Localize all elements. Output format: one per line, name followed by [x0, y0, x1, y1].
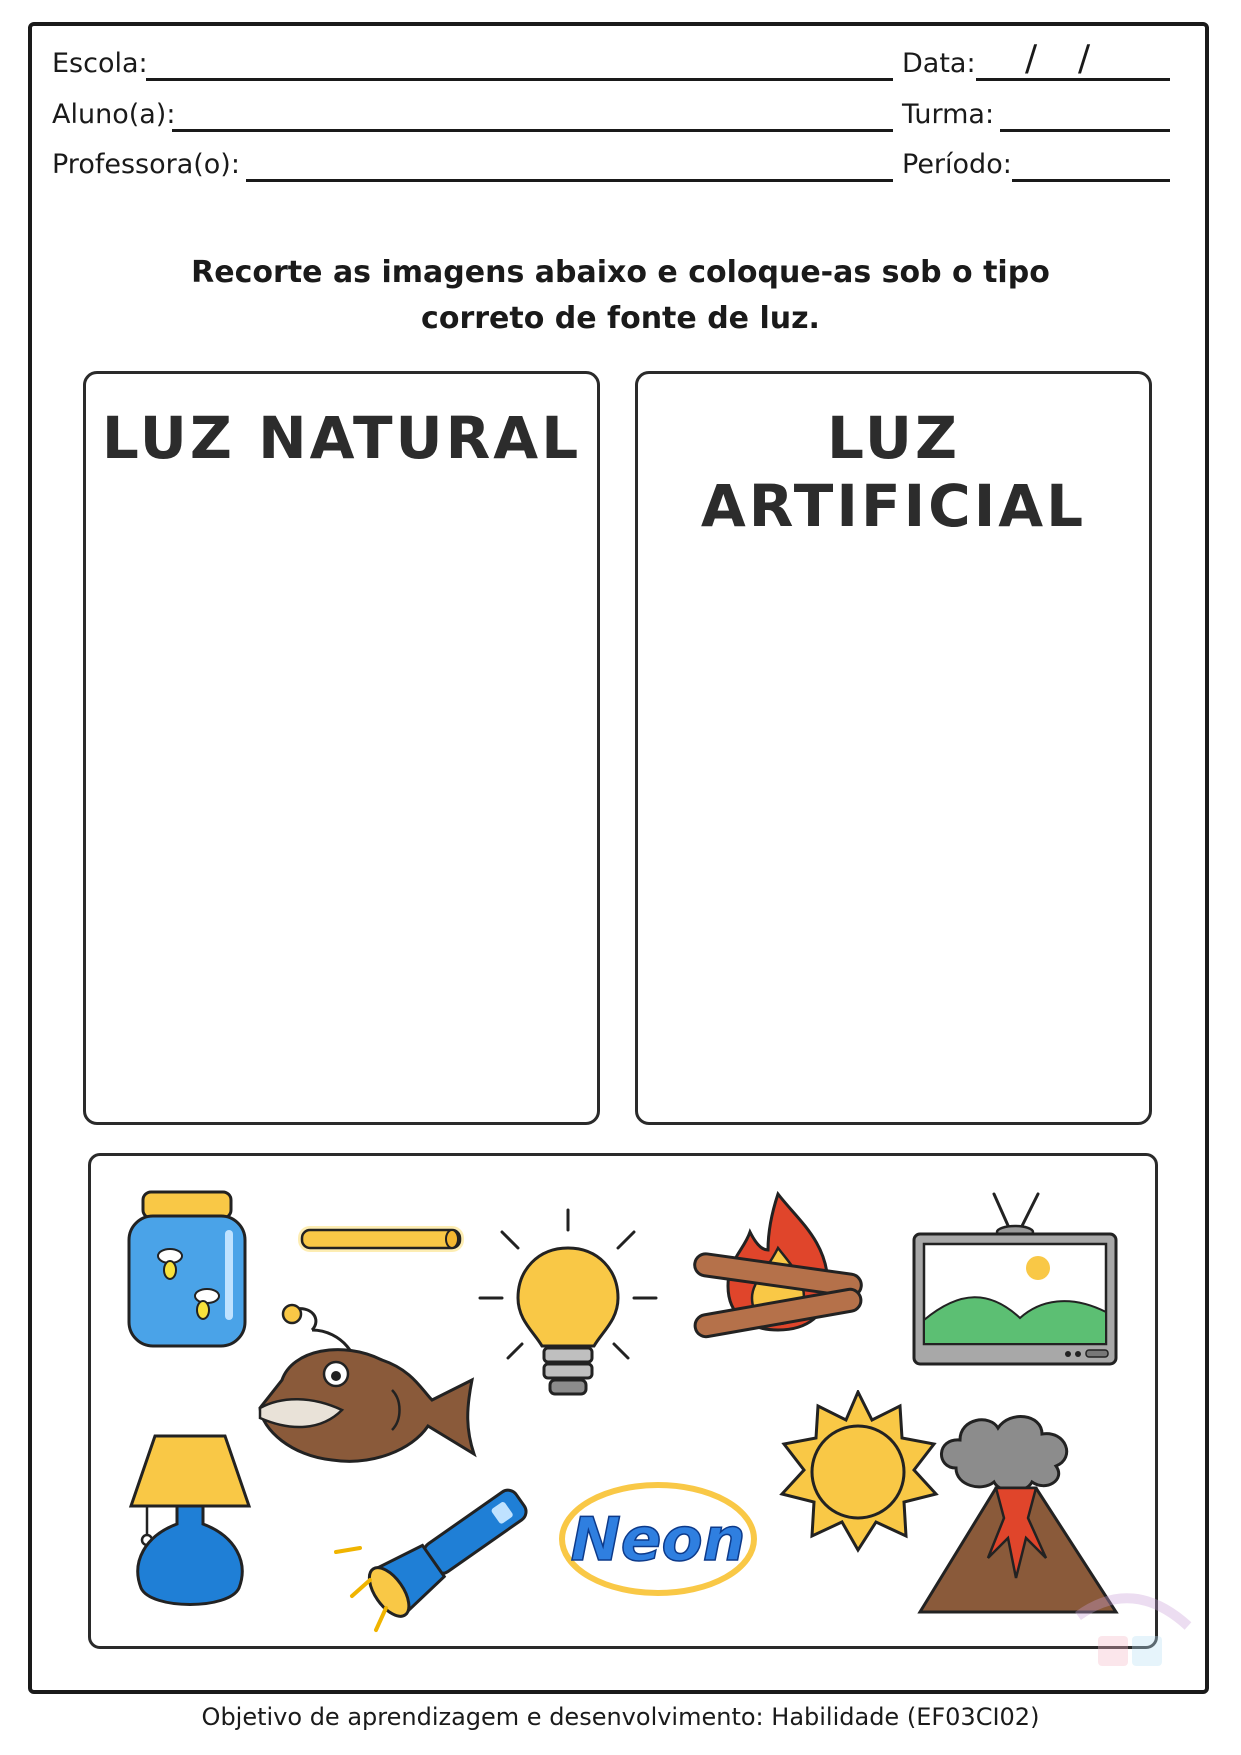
- light-bulb-icon[interactable]: [478, 1208, 658, 1408]
- lamp-icon[interactable]: [125, 1432, 255, 1617]
- professora-line[interactable]: [246, 179, 893, 182]
- data-slash: /: [1078, 38, 1091, 79]
- neon-sign-icon[interactable]: [556, 1478, 761, 1600]
- data-line[interactable]: [976, 78, 1170, 81]
- watermark-logo-icon: [1058, 1586, 1208, 1686]
- learning-objective-footer: Objetivo de aprendizagem e desenvolvimento: Habilidade (EF03CI02): [201, 1703, 1040, 1731]
- campfire-icon[interactable]: [688, 1190, 868, 1345]
- anglerfish-icon[interactable]: [252, 1300, 482, 1470]
- turma-line[interactable]: [1000, 129, 1170, 132]
- periodo-line[interactable]: [1012, 179, 1170, 182]
- instructions-line-1: Recorte as imagens abaixo e coloque-as sob o tipo: [191, 255, 1050, 290]
- escola-line[interactable]: [146, 78, 893, 81]
- television-icon[interactable]: [910, 1190, 1120, 1370]
- data-label: Data:: [902, 48, 976, 79]
- glow-stick-icon[interactable]: [296, 1222, 468, 1258]
- instructions-line-2: correto de fonte de luz.: [421, 301, 820, 336]
- aluno-label: Aluno(a):: [52, 99, 176, 130]
- neon-text: Neon: [570, 1505, 746, 1575]
- natural-light-title: LUZ NATURAL: [101, 404, 582, 472]
- instructions: [0, 250, 1241, 342]
- escola-label: Escola:: [52, 48, 148, 79]
- professora-label: Professora(o):: [52, 149, 240, 180]
- turma-label: Turma:: [902, 99, 995, 130]
- flashlight-icon[interactable]: [330, 1460, 550, 1660]
- artificial-light-title: LUZ ARTIFICIAL: [700, 404, 1087, 540]
- aluno-line[interactable]: [172, 129, 893, 132]
- firefly-jar-icon[interactable]: [125, 1190, 250, 1350]
- natural-light-box[interactable]: [83, 371, 600, 1125]
- data-slash: /: [1025, 38, 1038, 79]
- periodo-label: Período:: [902, 149, 1012, 180]
- artificial-light-box[interactable]: [635, 371, 1152, 1125]
